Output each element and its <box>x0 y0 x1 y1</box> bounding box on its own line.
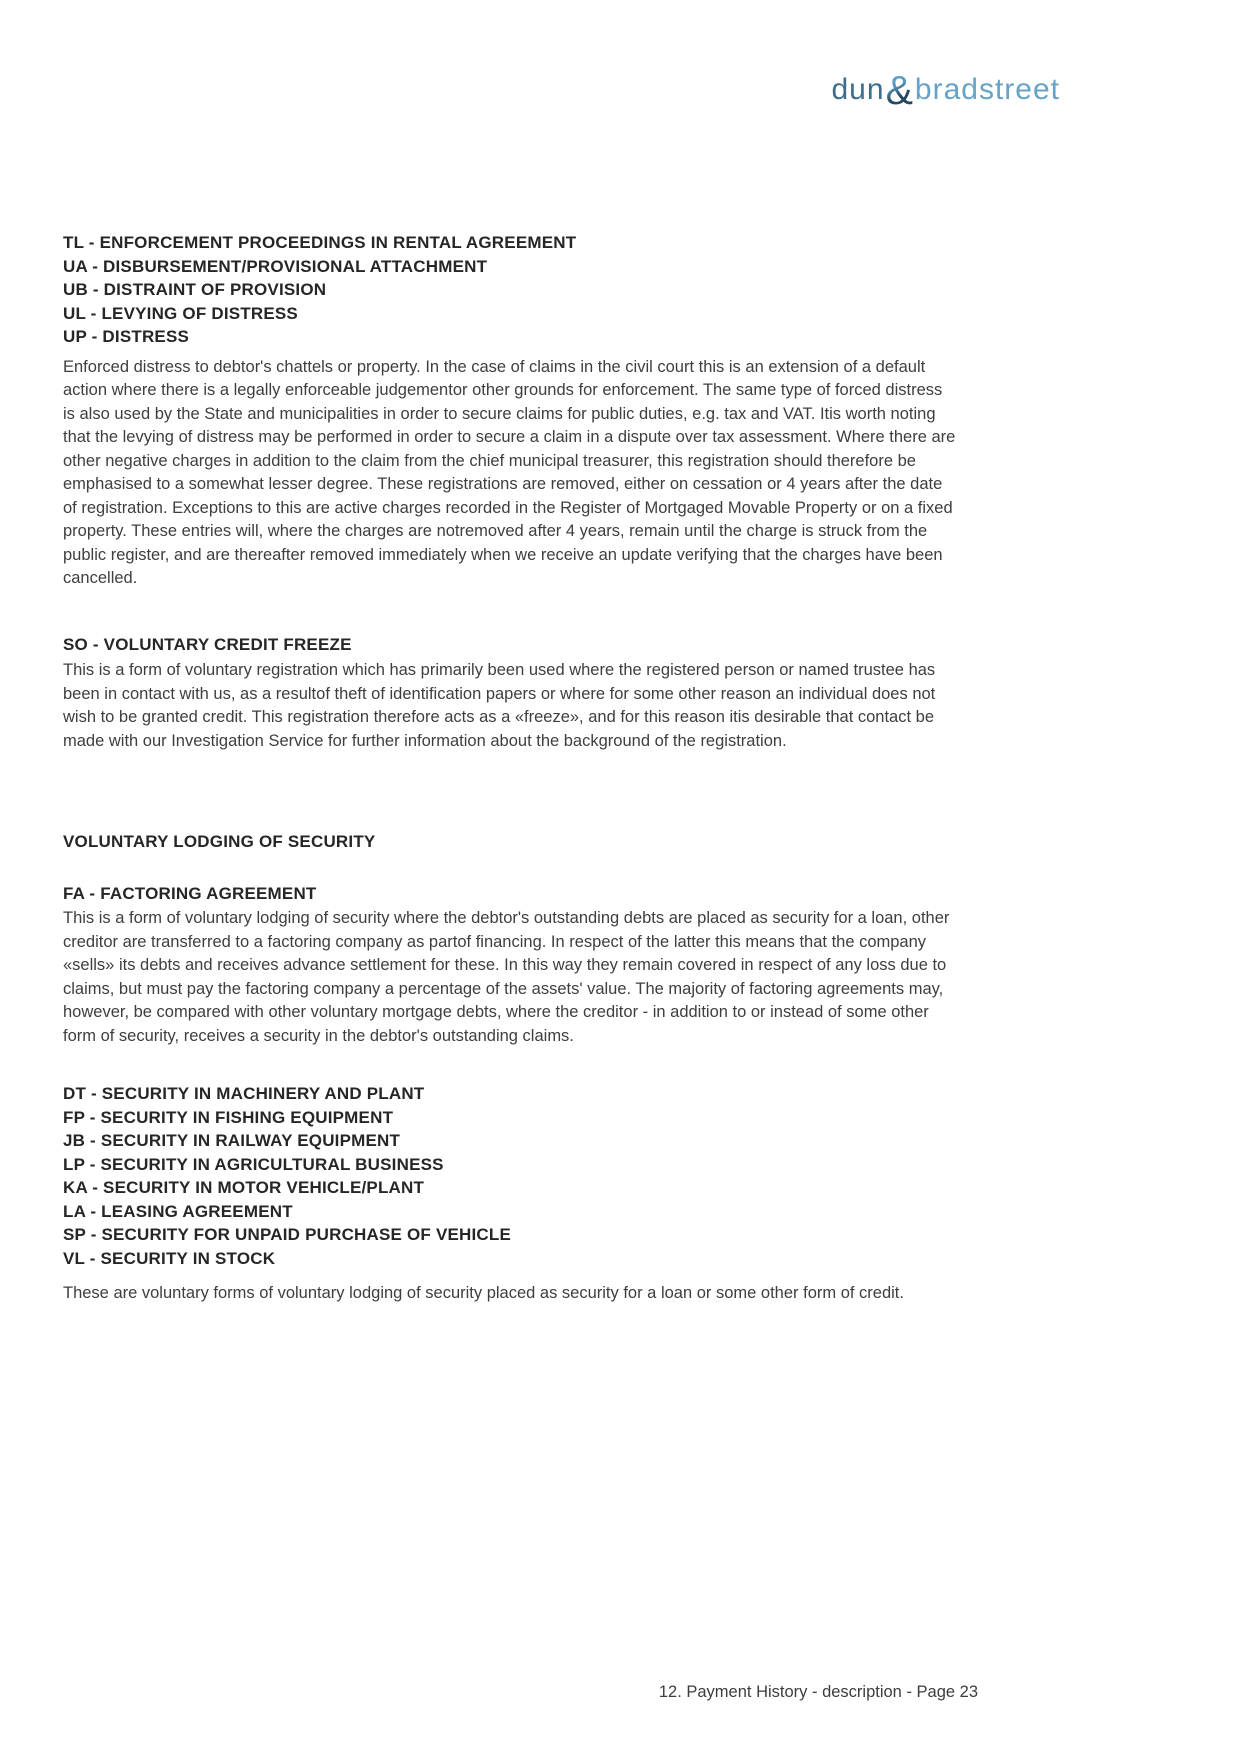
code-heading-sp: SP - SECURITY FOR UNPAID PURCHASE OF VEHICLE <box>63 1225 512 1244</box>
document-content <box>63 231 958 1306</box>
code-heading-dt: DT - SECURITY IN MACHINERY AND PLANT <box>63 1084 425 1103</box>
code-heading-ua: UA - DISBURSEMENT/PROVISIONAL ATTACHMENT <box>63 256 488 276</box>
page-footer <box>63 1681 978 1705</box>
credit-freeze-description: This is a form of voluntary registration which has primarily been used where the registered person or named trustee has been in contact with us, as a resultof theft of identification papers or where for some other reason an individual does not wish to be granted credit. This registration therefore acts as a «freeze», and for this reason itis desirable that contact be made with our Investigation Service for further information about the background of the registration. <box>63 661 936 750</box>
code-heading-lp: LP - SECURITY IN AGRICULTURAL BUSINESS <box>63 1154 444 1174</box>
logo-text-dun: dun <box>831 73 885 106</box>
footer-text: 12. Payment History - description - Page 23 <box>658 1683 978 1701</box>
security-codes-description: These are voluntary forms of voluntary lodging of security placed as security for a loan or some other form of credit. <box>63 1284 904 1302</box>
factoring-description: This is a form of voluntary lodging of security where the debtor's outstanding debts are placed as security for a loan, other creditor are transferred to a factoring company as partof financing. In respect of the latter this means that the company «sells» its debts and receives advance settlement for these. In this way they remain covered in respect of any loss due to claims, but must pay the factoring company a percentage of the assets' value. The majority of factoring agreements may, however, be compared with other voluntary mortgage debts, where the creditor - in addition to or instead of some other form of security, receives a security in the debtor's outstanding claims. <box>63 909 950 1045</box>
code-heading-tl: TL - ENFORCEMENT PROCEEDINGS IN RENTAL AGREEMENT <box>63 233 577 252</box>
logo-ampersand-icon: & <box>885 67 913 113</box>
dnb-logo <box>831 67 1061 113</box>
code-heading-la: LA - LEASING AGREEMENT <box>63 1201 293 1221</box>
security-code-list <box>63 1082 958 1270</box>
logo-text-bradstreet: bradstreet <box>914 73 1060 106</box>
code-heading-fa: FA - FACTORING AGREEMENT <box>63 883 317 903</box>
code-heading-fp: FP - SECURITY IN FISHING EQUIPMENT <box>63 1107 394 1127</box>
code-heading-so: SO - VOLUNTARY CREDIT FREEZE <box>63 634 352 654</box>
section-title-voluntary-lodging: VOLUNTARY LODGING OF SECURITY <box>63 832 376 851</box>
code-heading-jb: JB - SECURITY IN RAILWAY EQUIPMENT <box>63 1131 401 1150</box>
code-heading-up: UP - DISTRESS <box>63 327 190 346</box>
code-heading-ka: KA - SECURITY IN MOTOR VEHICLE/PLANT <box>63 1178 425 1197</box>
enforcement-code-list <box>63 231 958 349</box>
code-heading-ub: UB - DISTRAINT OF PROVISION <box>63 280 327 299</box>
code-heading-vl: VL - SECURITY IN STOCK <box>63 1248 276 1268</box>
code-heading-ul: UL - LEVYING OF DISTRESS <box>63 303 298 323</box>
distress-description: Enforced distress to debtor's chattels or property. In the case of claims in the civil court this is an extension of a default action where there is a legally enforceable judgementor other grounds for enforcement. The same type of forced distress is also used by the State and municipalities in order to secure claims for public duties, e.g. tax and VAT. Itis worth noting that the levying of distress may be performed in order to secure a claim in a dispute over tax assessment. Where there are other negative charges in addition to the claim from the chief municipal treasurer, this registration should therefore be emphasised to a somewhat lesser degree. These registrations are removed, either on cessation or 4 years after the date of registration. Exceptions to this are active charges recorded in the Register of Mortgaged Movable Property or on a fixed property. These entries will, where the charges are notremoved after 4 years, remain until the charge is struck from the public register, and are thereafter removed immediately when we receive an update verifying that the charges have been cancelled. <box>63 357 956 587</box>
